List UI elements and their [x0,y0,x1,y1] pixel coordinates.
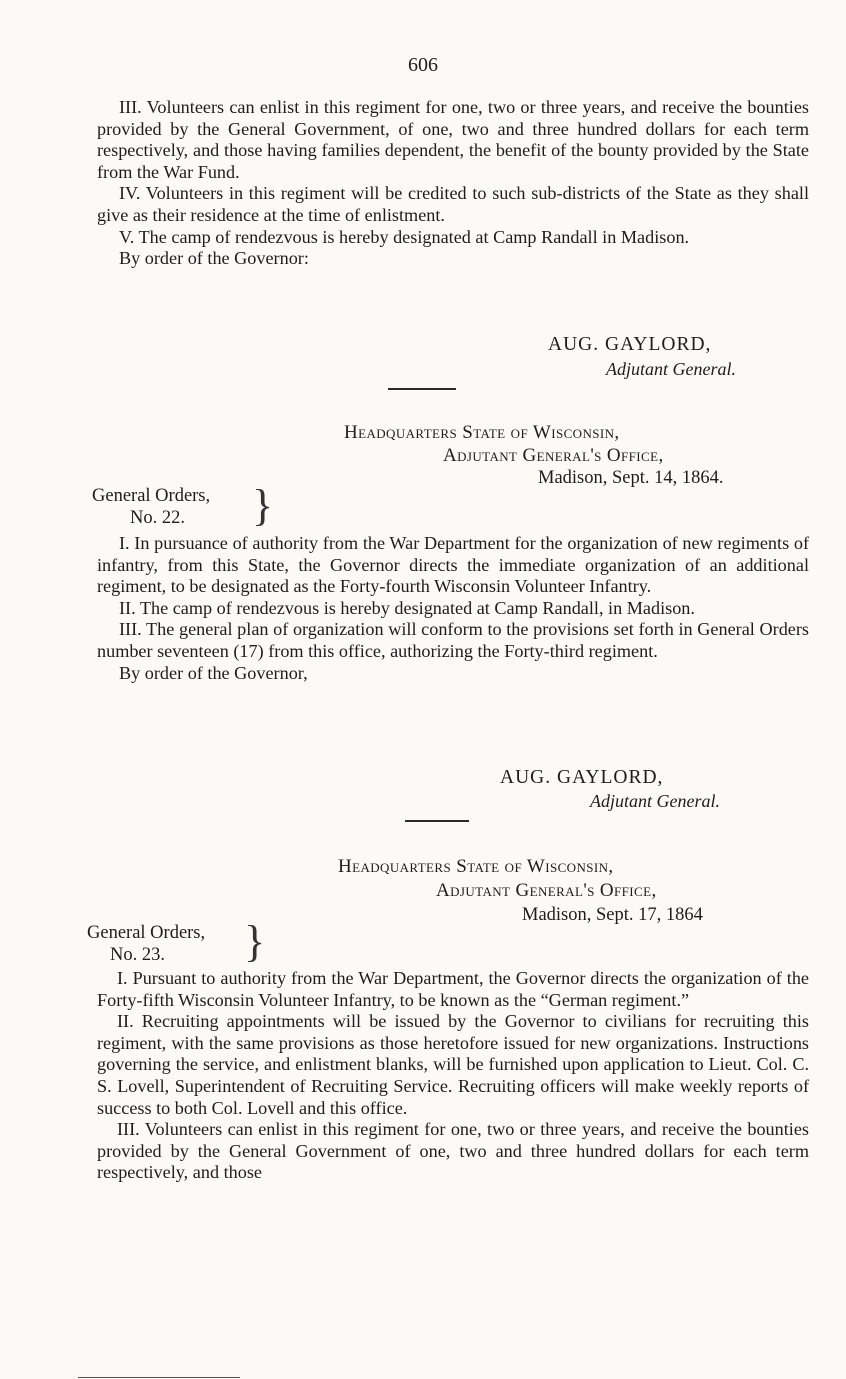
order23-para-ii: II. Recruiting appointments will be issued by the Governor to civilians for recruiting this regiment, with the same provisions as those heretofore issued for new organizations. Instructions governing the service, and enlistment blanks, will be furnished upon application to Lieut. Col. C. S. Lovell, Superintendent of Recruiting Service. Recruiting officers will make weekly reports of success to both Col. Lovell and this office. [97,1011,809,1118]
order22-signer-title: Adjutant General. [590,791,720,811]
order22-signer: AUG. GAYLORD, [500,767,664,788]
order23-hq-line1: Headquarters State of Wisconsin, [338,856,614,877]
footer-rule [78,1377,240,1378]
order22-hq-line2: Adjutant General's Office, [443,445,664,466]
order23-para-iii: III. Volunteers can enlist in this regiment for one, two or three years, and receive the bounties provided by the General Government of one, two and three hundred dollars for each term respectively, and those [97,1119,809,1183]
order23-para-i: I. Pursuant to authority from the War Department, the Governor directs the organization of the Forty-fifth Wisconsin Volunteer Infantry, to be known as the “German regiment.” [97,968,809,1010]
order22-para-ii: II. The camp of rendezvous is hereby designated at Camp Randall, in Madison. [119,597,695,618]
top-signer: AUG. GAYLORD, [548,334,712,355]
separator-rule [388,388,456,390]
top-para-v: V. The camp of rendezvous is hereby designated at Camp Randall in Madison. [119,226,690,247]
order23-hq-line2: Adjutant General's Office, [436,880,657,901]
top-signer-title: Adjutant General. [606,359,736,379]
order23-brace: } [244,917,266,966]
page-number: 606 [408,54,438,76]
order22-para-iii: III. The general plan of organization will conform to the provisions set forth in General Orders number seventeen (17) from this office, authorizing the Forty-third regiment. [97,619,809,661]
top-para-iv: IV. Volunteers in this regiment will be credited to such sub-districts of the State as they shall give as their residence at the time of enlistment. [97,183,809,225]
order23-paragraphs [97,968,809,1184]
order22-date: Madison, Sept. 14, 1864. [538,468,724,488]
order23-label-line1: General Orders, [87,923,206,943]
order22-brace: } [252,481,274,530]
order22-label-line2: No. 22. [130,508,185,528]
order22-label-line1: General Orders, [92,486,211,506]
top-paragraphs [97,97,809,270]
order23-label-line2: No. 23. [110,945,165,965]
order22-paragraphs [97,533,809,684]
order22-hq-line1: Headquarters State of Wisconsin, [344,422,620,443]
order22-order-line: By order of the Governor, [119,662,308,683]
top-para-iii: III. Volunteers can enlist in this regiment for one, two or three years, and receive the bounties provided by the General Government, of one, two and three hundred dollars for each term respectively, and those having families dependent, the benefit of the bounty provided by the State from the War Fund. [97,97,809,182]
top-order-line: By order of the Governor: [119,248,309,269]
order23-date: Madison, Sept. 17, 1864 [522,905,703,925]
order22-para-i: I. In pursuance of authority from the War Department for the organization of new regiments of infantry, from this State, the Governor directs the immediate organization of an additional regiment, to be designated as the Forty-fourth Wisconsin Volunteer Infantry. [97,533,809,597]
separator-rule [405,820,469,822]
